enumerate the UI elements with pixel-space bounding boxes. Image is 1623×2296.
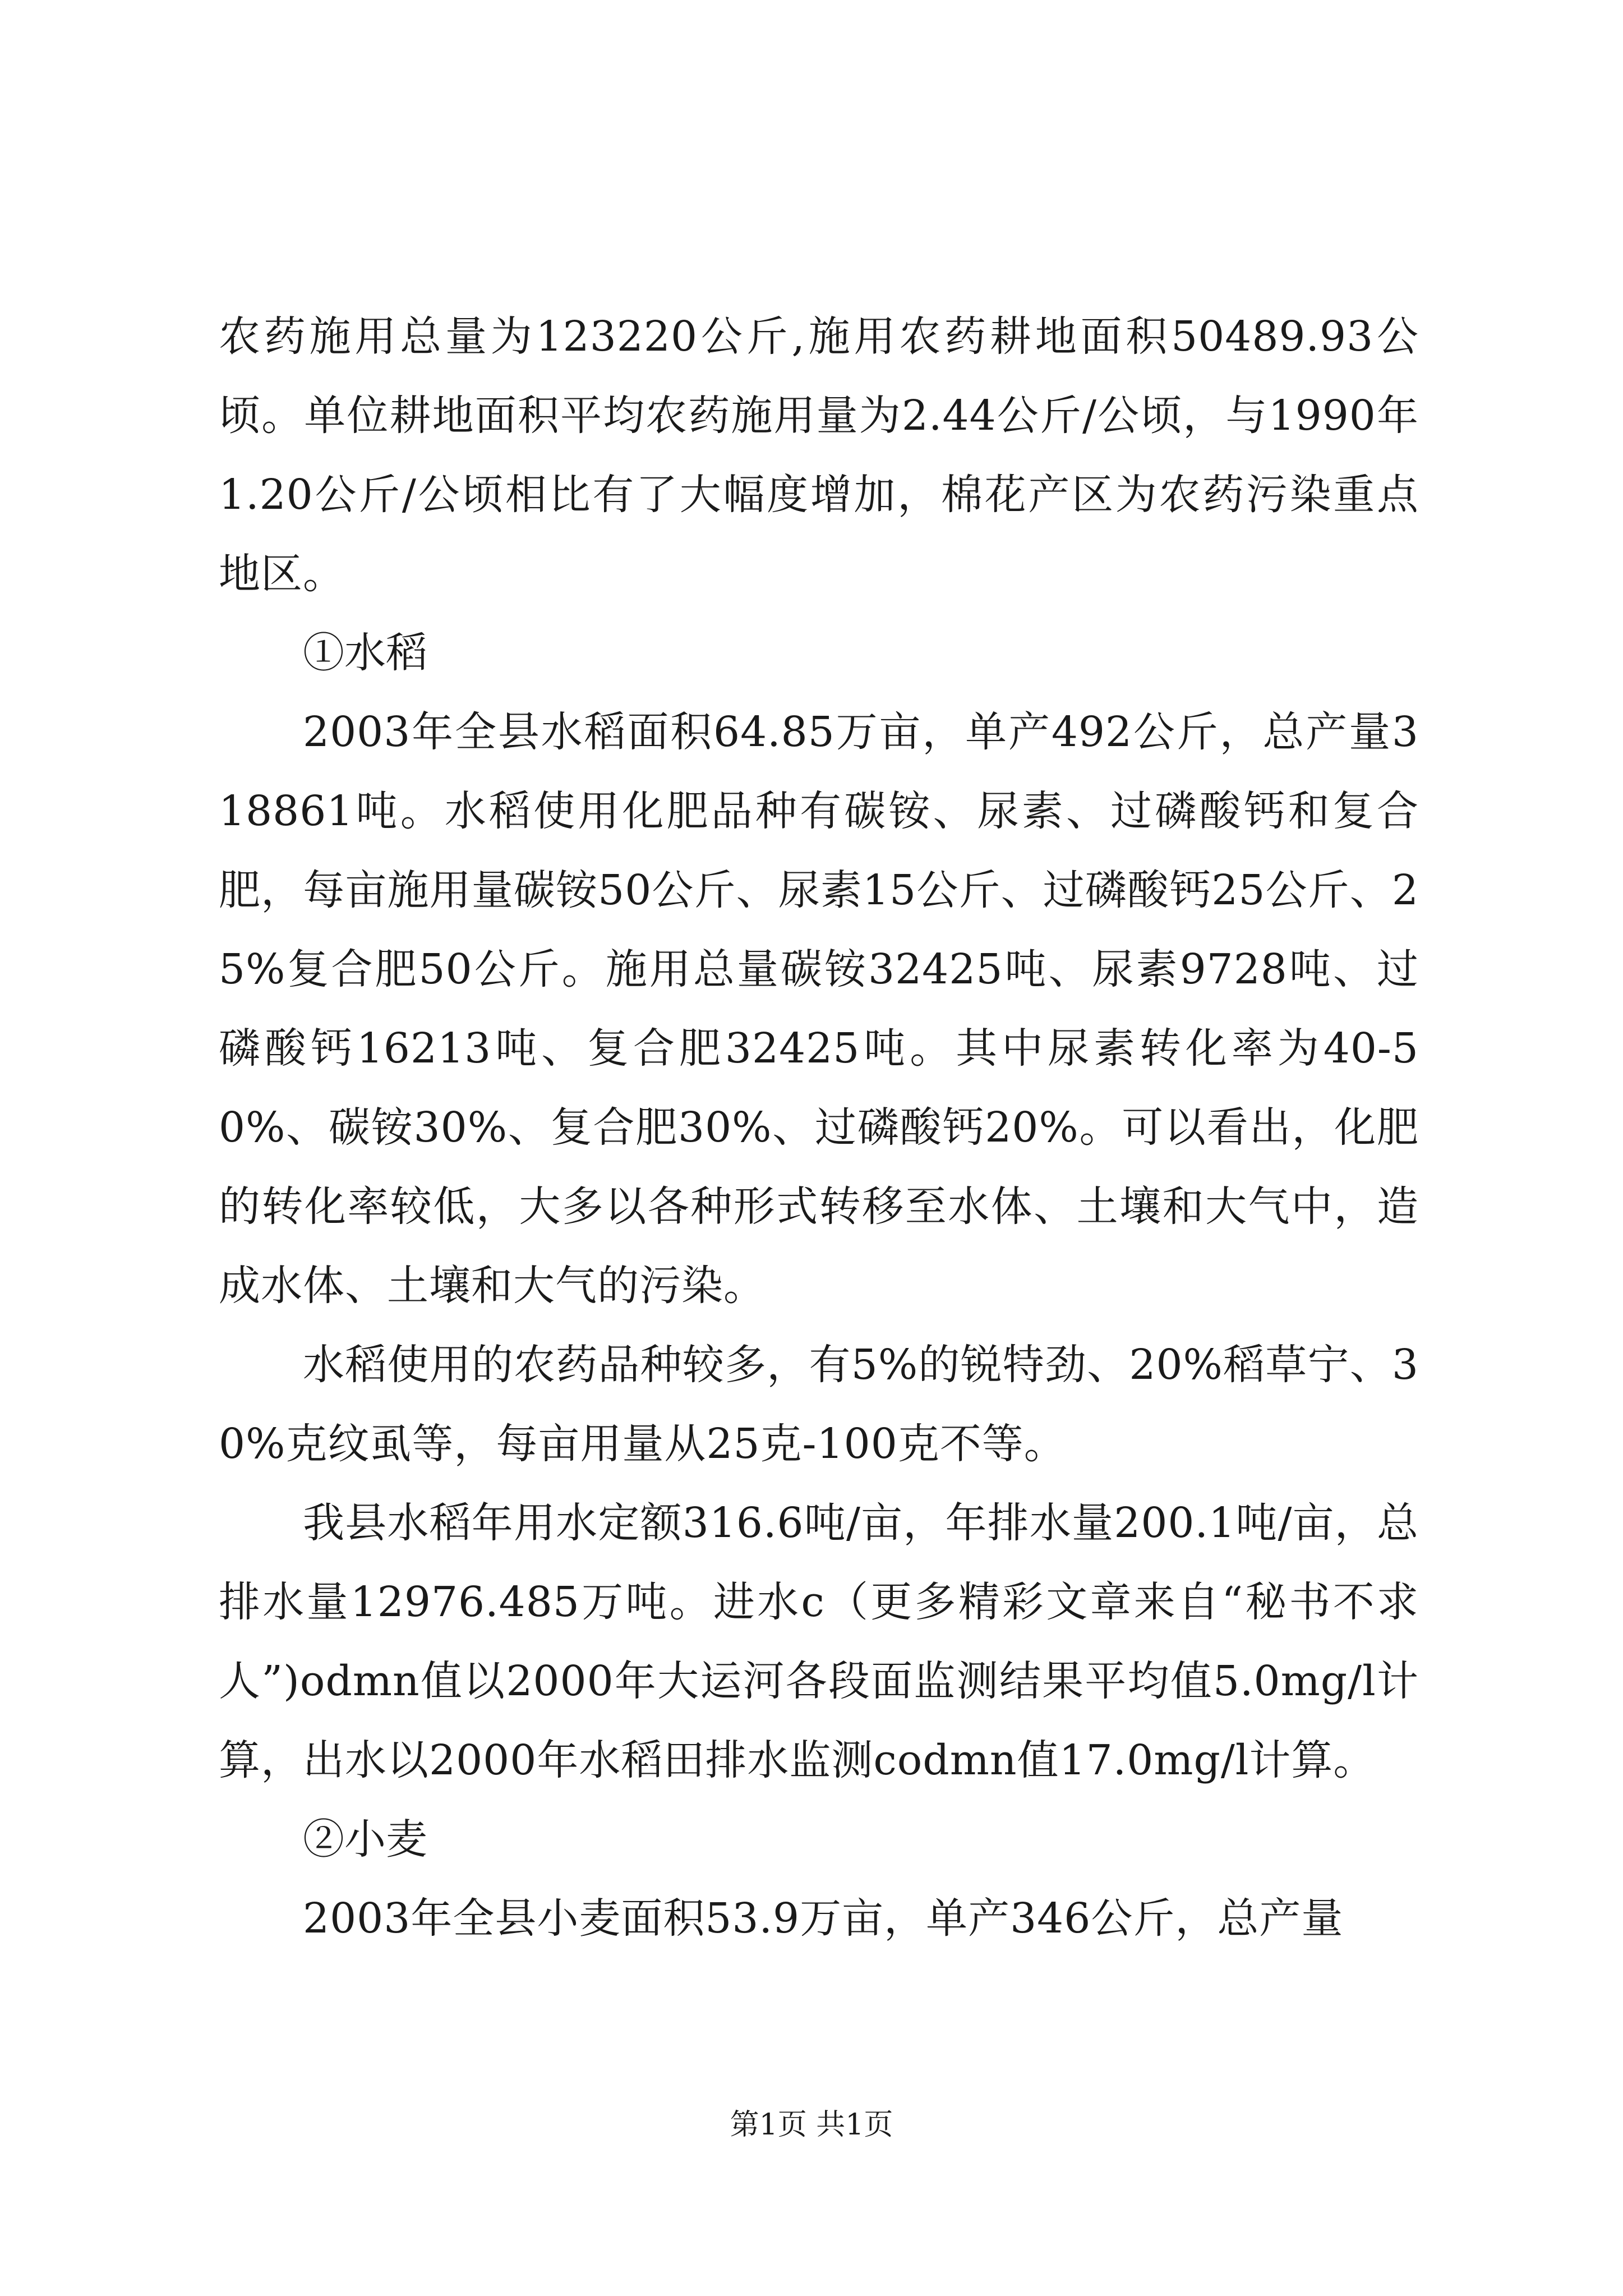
paragraph-rice-pesticide: 水稻使用的农药品种较多，有5%的锐特劲、20%稻草宁、30%克纹虱等，每亩用量从25克-100克不等。: [219, 1341, 1419, 1468]
paragraph-rice-water: 我县水稻年用水定额316.6吨/亩，年排水量200.1吨/亩，总排水量12976.485万吨。进水c（更多精彩文章来自“秘书不求人”)odmn值以2000年大运河各段面监测结果平均值5.0mg/l计算，出水以2000年水稻田排水监测codmn值17.0mg/l计算。: [219, 1499, 1419, 1784]
page-footer: 第1页 共1页: [730, 2108, 893, 2142]
paragraph-pesticide-summary: 农药施用总量为123220公斤,施用农药耕地面积50489.93公顷。单位耕地面积平均农药施用量为2.44公斤/公顷，与1990年1.20公斤/公顷相比有了大幅度增加，棉花产区为农药污染重点地区。: [219, 312, 1419, 598]
document-body: [219, 297, 1419, 1958]
paragraph-rice-fertilizer: 2003年全县水稻面积64.85万亩，单产492公斤，总产量318861吨。水稻使用化肥品种有碳铵、尿素、过磷酸钙和复合肥，每亩施用量碳铵50公斤、尿素15公斤、过磷酸钙25公斤、25%复合肥50公斤。施用总量碳铵32425吨、尿素9728吨、过磷酸钙16213吨、复合肥32425吨。其中尿素转化率为40-50%、碳铵30%、复合肥30%、过磷酸钙20%。可以看出，化肥的转化率较低，大多以各种形式转移至水体、土壤和大气中，造成水体、土壤和大气的污染。: [219, 708, 1419, 1310]
section-heading-wheat: ②小麦: [303, 1815, 427, 1864]
section-heading-rice: ①水稻: [303, 629, 427, 677]
paragraph-wheat: 2003年全县小麦面积53.9万亩，单产346公斤，总产量: [303, 1894, 1344, 1943]
